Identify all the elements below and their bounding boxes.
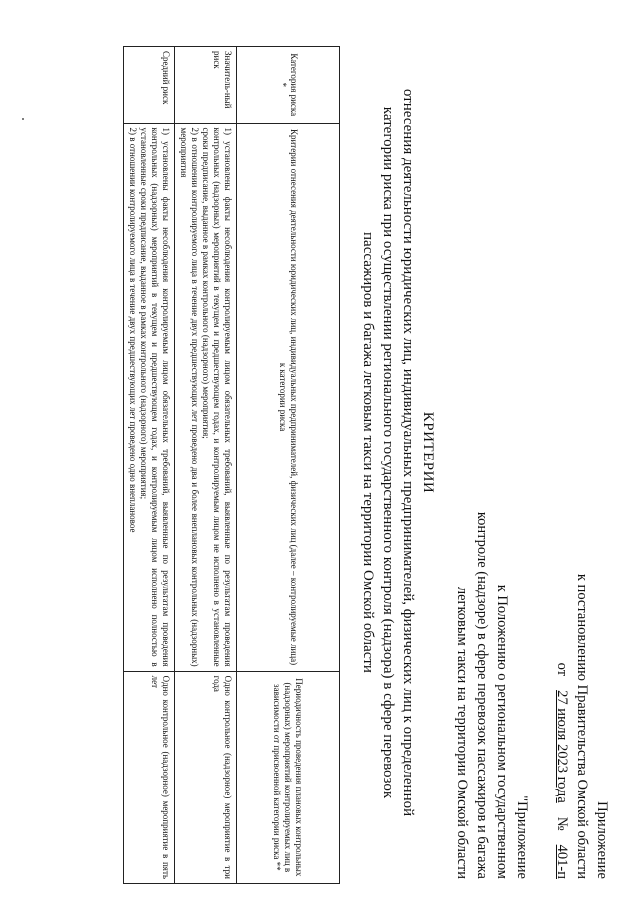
sub-header-line-3: контроле (надзоре) в сфере перевозок пассажиров и багажа: [474, 511, 490, 879]
title-heading: КРИТЕРИИ: [420, 411, 436, 494]
header-criteria: Критерии отнесения деятельности юридических лиц, индивидуальных предпринимателей, физических лиц (далее – контролируемые лица) к категории риска: [237, 123, 340, 671]
regulation-appendix-header: [452, 319, 532, 879]
table-header-row: [237, 47, 340, 884]
risk-criteria-table: [123, 46, 340, 884]
criteria-item-2: 2) в отношении контролируемого лица в течение двух предшествующих лет проведено два и более внеплановых контрольных (надзорных) мероприятия: [179, 127, 200, 667]
sub-header-line-2: к Положению о региональном государственном: [494, 584, 510, 879]
sub-appendix-label: "Приложение: [514, 795, 530, 879]
number-label: №: [554, 816, 570, 831]
header-category: Категория риска *: [237, 47, 340, 124]
row-periodicity: Одно контрольное (надзорное) мероприятие в пять лет: [124, 671, 175, 883]
criteria-item-1: 1) установлены факты несоблюдения контролируемым лицом обязательных требований, выявленные по результатам проведения контрольных (надзорных) мероприятий в текущем и предшествующем годах, и контролируемым лицом исполнено полностью в установленные сроки предписание, выданное в рамках контрольного (надзорного) мероприятия;: [139, 127, 171, 667]
resolution-number: 401-п: [554, 844, 570, 879]
resolution-reference: к постановлению Правительства Омской области: [574, 573, 590, 879]
title-line-1: отнесения деятельности юридических лиц, индивидуальных предпринимателей, физических лиц к определенной: [400, 88, 416, 817]
table-row: [124, 47, 175, 884]
resolution-date: 27 июля 2023 года: [554, 690, 570, 803]
row-criteria: [124, 123, 175, 671]
criteria-item-1: 1) установлены факты несоблюдения контролируемым лицом обязательных требований, выявленные по результатам проведения контрольных (надзорных) мероприятий в текущем и предшествующем годах, и контролируемым лицом не исполнено в установленные сроки предписание, выданное в рамках контрольного (надзорного) мероприятия;: [201, 127, 233, 667]
row-category: Значитель-ный риск: [175, 47, 237, 124]
criteria-item-2: 2) в отношении контролируемого лица в течение двух предшествующих лет проведено одно внеплановое: [128, 127, 138, 533]
sub-header-line-4: легковым такси на территории Омской области: [454, 586, 470, 879]
date-number-row: [552, 409, 572, 879]
document-title: [358, 0, 438, 905]
row-category: Средний риск: [124, 47, 175, 124]
header-periodicity: Периодичность проведения плановых контрольных (надзорных) мероприятий контролируемых лиц в зависимости от присвоенной категории риска **: [237, 671, 340, 883]
title-line-3: пассажиров и багажа легковым такси на территории Омской области: [360, 232, 376, 673]
title-line-2: категории риска при осуществлении регионального государственного контроля (надзора) в сфере перевозок: [380, 106, 396, 799]
row-criteria: [175, 123, 237, 671]
table-row: [175, 47, 237, 884]
appendix-label: Приложение: [594, 801, 610, 879]
resolution-header: [552, 409, 612, 879]
from-label: от: [554, 662, 570, 677]
row-periodicity: Одно контрольное (надзорное) мероприятие в три года: [175, 671, 237, 883]
